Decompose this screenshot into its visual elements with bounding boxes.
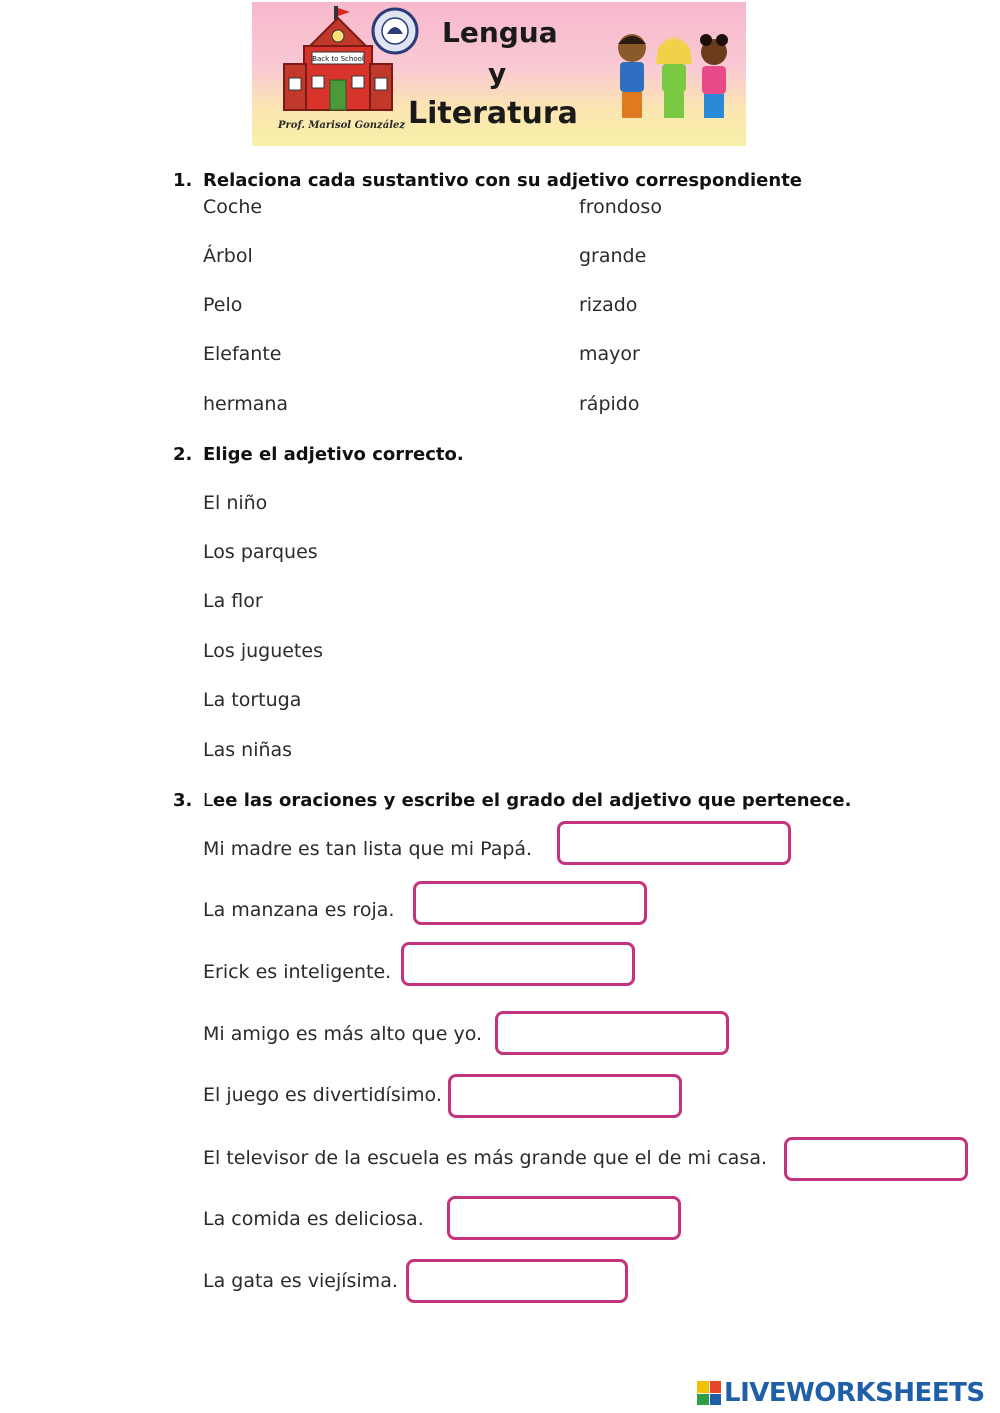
sentence: Mi madre es tan lista que mi Papá. (203, 838, 533, 860)
answer-field[interactable] (406, 1259, 628, 1303)
answer-field[interactable] (413, 881, 647, 925)
teacher-name: Prof. Marisol González (278, 120, 406, 131)
choice-item: La tortuga (203, 689, 302, 711)
question-number: 2. (173, 444, 193, 465)
question-title-first-letter: L (203, 790, 214, 811)
banner-title-line2: y (488, 57, 507, 90)
choice-item: La flor (203, 590, 263, 612)
sentence: El televisor de la escuela es más grande que el de mi casa. (203, 1147, 767, 1169)
adjective-item[interactable]: rápido (579, 393, 640, 415)
sentence: Erick es inteligente. (203, 961, 392, 983)
question-title: ee las oraciones y escribe el grado del adjetivo que pertenece. (213, 790, 852, 811)
question-title: Elige el adjetivo correcto. (203, 444, 464, 465)
choice-item: Los parques (203, 541, 318, 563)
choice-item: Los juguetes (203, 640, 323, 662)
liveworksheets-logo[interactable] (697, 1378, 985, 1408)
sentence: La manzana es roja. (203, 899, 395, 921)
adjective-item[interactable]: rizado (579, 294, 638, 316)
sentence: Mi amigo es más alto que yo. (203, 1023, 483, 1045)
banner-title-line3: Literatura (408, 96, 578, 131)
sentence: La gata es viejísima. (203, 1270, 398, 1292)
noun-item[interactable]: Coche (203, 196, 263, 218)
question-title: Relaciona cada sustantivo con su adjetivo correspondiente (203, 170, 803, 191)
adjective-item[interactable]: grande (579, 245, 647, 267)
sentence: La comida es deliciosa. (203, 1208, 424, 1230)
noun-item[interactable]: hermana (203, 393, 289, 415)
answer-field[interactable] (784, 1137, 968, 1181)
choice-item: El niño (203, 492, 268, 514)
choice-item: Las niñas (203, 739, 293, 761)
school-sign-text: Back to School (312, 55, 364, 63)
answer-field[interactable] (557, 821, 791, 865)
header-banner (252, 2, 746, 146)
noun-item[interactable]: Elefante (203, 343, 282, 365)
question-1-heading (173, 170, 802, 191)
question-number: 1. (173, 170, 193, 191)
adjective-item[interactable]: mayor (579, 343, 640, 365)
children-illustration (610, 28, 740, 128)
answer-field[interactable] (448, 1074, 682, 1118)
liveworksheets-mark-icon (697, 1381, 721, 1405)
noun-item[interactable]: Pelo (203, 294, 243, 316)
adjective-item[interactable]: frondoso (579, 196, 662, 218)
banner-title-line1: Lengua (442, 16, 558, 49)
answer-field[interactable] (447, 1196, 681, 1240)
question-3-heading (173, 790, 851, 811)
question-2-heading (173, 444, 464, 465)
sentence: El juego es divertidísimo. (203, 1084, 442, 1106)
brand-name: LIVEWORKSHEETS (724, 1378, 985, 1408)
answer-field[interactable] (401, 942, 635, 986)
answer-field[interactable] (495, 1011, 729, 1055)
question-number: 3. (173, 790, 193, 811)
noun-item[interactable]: Árbol (203, 245, 253, 267)
school-seal-icon (370, 6, 420, 56)
